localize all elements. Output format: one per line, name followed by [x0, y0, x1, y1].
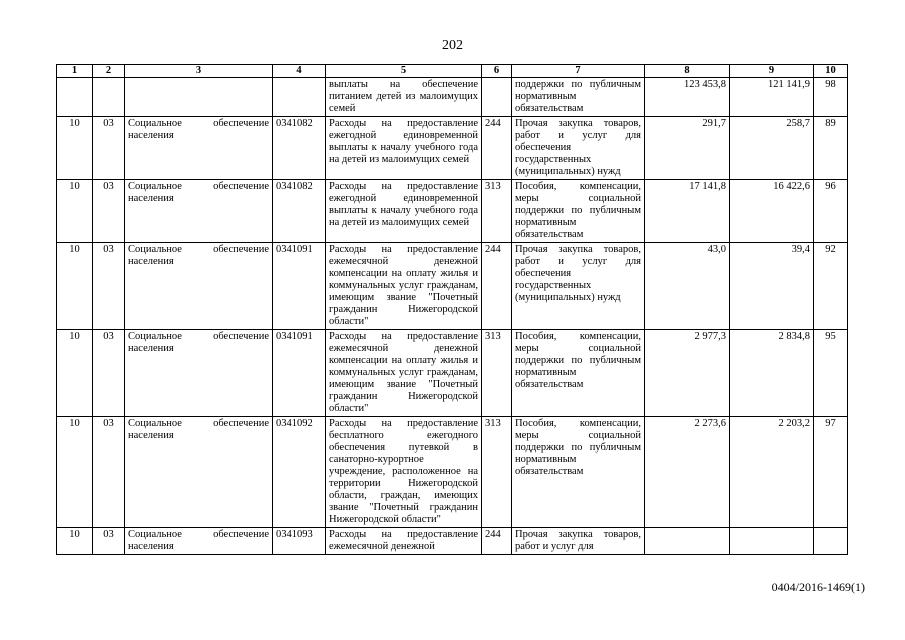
page-number: 202	[442, 38, 463, 53]
column-header-7: 7	[512, 65, 645, 78]
table-header	[57, 65, 848, 78]
cell-target-code	[273, 78, 326, 117]
cell-expense-name: Прочая закупка товаров, работ и услуг для обеспечения государственных (муниципальных) нужд	[512, 117, 645, 180]
cell-subsection: 03	[93, 117, 125, 180]
table-row	[57, 330, 848, 417]
cell-target-name: Расходы на предоставление ежемесячной денежной компенсации на оплату жилья и коммунальных услуг гражданам, имеющим звание "Почетный гражданин Нижегородской области"	[326, 243, 482, 330]
cell-target-code: 0341082	[273, 117, 326, 180]
cell-percent	[814, 528, 848, 555]
cell-planned: 2 977,3	[645, 330, 730, 417]
table-body	[57, 78, 848, 555]
cell-section-name: Социальное обеспечение населения	[125, 417, 273, 528]
cell-planned: 123 453,8	[645, 78, 730, 117]
cell-section: 10	[57, 117, 93, 180]
cell-expense-name: Пособия, компенсации, меры социальной поддержки по публичным нормативным обязательствам	[512, 330, 645, 417]
cell-target-name: Расходы на предоставление ежегодной единовременной выплаты к началу учебного года на детей из малоимущих семей	[326, 117, 482, 180]
cell-target-code: 0341091	[273, 243, 326, 330]
cell-section: 10	[57, 180, 93, 243]
column-header-2: 2	[93, 65, 125, 78]
cell-section: 10	[57, 528, 93, 555]
table-row	[57, 117, 848, 180]
cell-expense-name: Прочая закупка товаров, работ и услуг для обеспечения государственных (муниципальных) нужд	[512, 243, 645, 330]
cell-expense-name: Пособия, компенсации, меры социальной поддержки по публичным нормативным обязательствам	[512, 180, 645, 243]
cell-target-code: 0341091	[273, 330, 326, 417]
column-header-8: 8	[645, 65, 730, 78]
cell-expense-code: 244	[482, 528, 512, 555]
cell-expense-code: 313	[482, 180, 512, 243]
column-header-3: 3	[125, 65, 273, 78]
cell-section-name: Социальное обеспечение населения	[125, 528, 273, 555]
cell-subsection: 03	[93, 180, 125, 243]
cell-section-name	[125, 78, 273, 117]
cell-expense-name: Пособия, компенсации, меры социальной поддержки по публичным нормативным обязательствам	[512, 417, 645, 528]
column-header-9: 9	[730, 65, 814, 78]
cell-target-code: 0341092	[273, 417, 326, 528]
cell-planned: 17 141,8	[645, 180, 730, 243]
cell-section-name: Социальное обеспечение населения	[125, 180, 273, 243]
cell-section: 10	[57, 417, 93, 528]
cell-section-name: Социальное обеспечение населения	[125, 330, 273, 417]
budget-table	[56, 64, 848, 555]
cell-target-name: Расходы на предоставление ежемесячной денежной компенсации на оплату жилья и коммунальных услуг гражданам, имеющим звание "Почетный гражданин Нижегородской области"	[326, 330, 482, 417]
table-row	[57, 417, 848, 528]
cell-actual	[730, 528, 814, 555]
cell-actual: 121 141,9	[730, 78, 814, 117]
cell-expense-code: 313	[482, 330, 512, 417]
cell-actual: 16 422,6	[730, 180, 814, 243]
column-header-4: 4	[273, 65, 326, 78]
cell-percent: 96	[814, 180, 848, 243]
cell-planned	[645, 528, 730, 555]
cell-section-name: Социальное обеспечение населения	[125, 117, 273, 180]
cell-expense-code: 244	[482, 117, 512, 180]
table-row	[57, 78, 848, 117]
cell-actual: 39,4	[730, 243, 814, 330]
cell-subsection: 03	[93, 330, 125, 417]
cell-actual: 2 203,2	[730, 417, 814, 528]
cell-section: 10	[57, 330, 93, 417]
cell-planned: 43,0	[645, 243, 730, 330]
cell-expense-code: 313	[482, 417, 512, 528]
cell-subsection: 03	[93, 528, 125, 555]
cell-section-name: Социальное обеспечение населения	[125, 243, 273, 330]
cell-section	[57, 78, 93, 117]
document-code: 0404/2016-1469(1)	[771, 580, 865, 594]
cell-percent: 95	[814, 330, 848, 417]
cell-target-name: выплаты на обеспечение питанием детей из малоимущих семей	[326, 78, 482, 117]
table-row	[57, 243, 848, 330]
cell-percent: 92	[814, 243, 848, 330]
cell-subsection	[93, 78, 125, 117]
cell-expense-code: 244	[482, 243, 512, 330]
cell-planned: 2 273,6	[645, 417, 730, 528]
cell-expense-name: Прочая закупка товаров, работ и услуг для	[512, 528, 645, 555]
cell-actual: 2 834,8	[730, 330, 814, 417]
cell-expense-name: поддержки по публичным нормативным обязательствам	[512, 78, 645, 117]
column-header-6: 6	[482, 65, 512, 78]
cell-target-name: Расходы на предоставление ежегодной единовременной выплаты к началу учебного года на детей из малоимущих семей	[326, 180, 482, 243]
cell-percent: 97	[814, 417, 848, 528]
cell-planned: 291,7	[645, 117, 730, 180]
cell-target-code: 0341093	[273, 528, 326, 555]
cell-actual: 258,7	[730, 117, 814, 180]
column-header-5: 5	[326, 65, 482, 78]
cell-expense-code	[482, 78, 512, 117]
cell-section: 10	[57, 243, 93, 330]
table-row	[57, 528, 848, 555]
cell-target-name: Расходы на предоставление ежемесячной денежной	[326, 528, 482, 555]
cell-percent: 98	[814, 78, 848, 117]
column-header-10: 10	[814, 65, 848, 78]
header-row	[57, 65, 848, 78]
table-row	[57, 180, 848, 243]
cell-target-code: 0341082	[273, 180, 326, 243]
cell-subsection: 03	[93, 417, 125, 528]
cell-subsection: 03	[93, 243, 125, 330]
column-header-1: 1	[57, 65, 93, 78]
cell-target-name: Расходы на предоставление бесплатного ежегодного обеспечения путевкой в санаторно-курортное учреждение, расположенное на территории Нижегородской области, граждан, имеющих звание "Почетный гражданин Нижегородской области"	[326, 417, 482, 528]
cell-percent: 89	[814, 117, 848, 180]
